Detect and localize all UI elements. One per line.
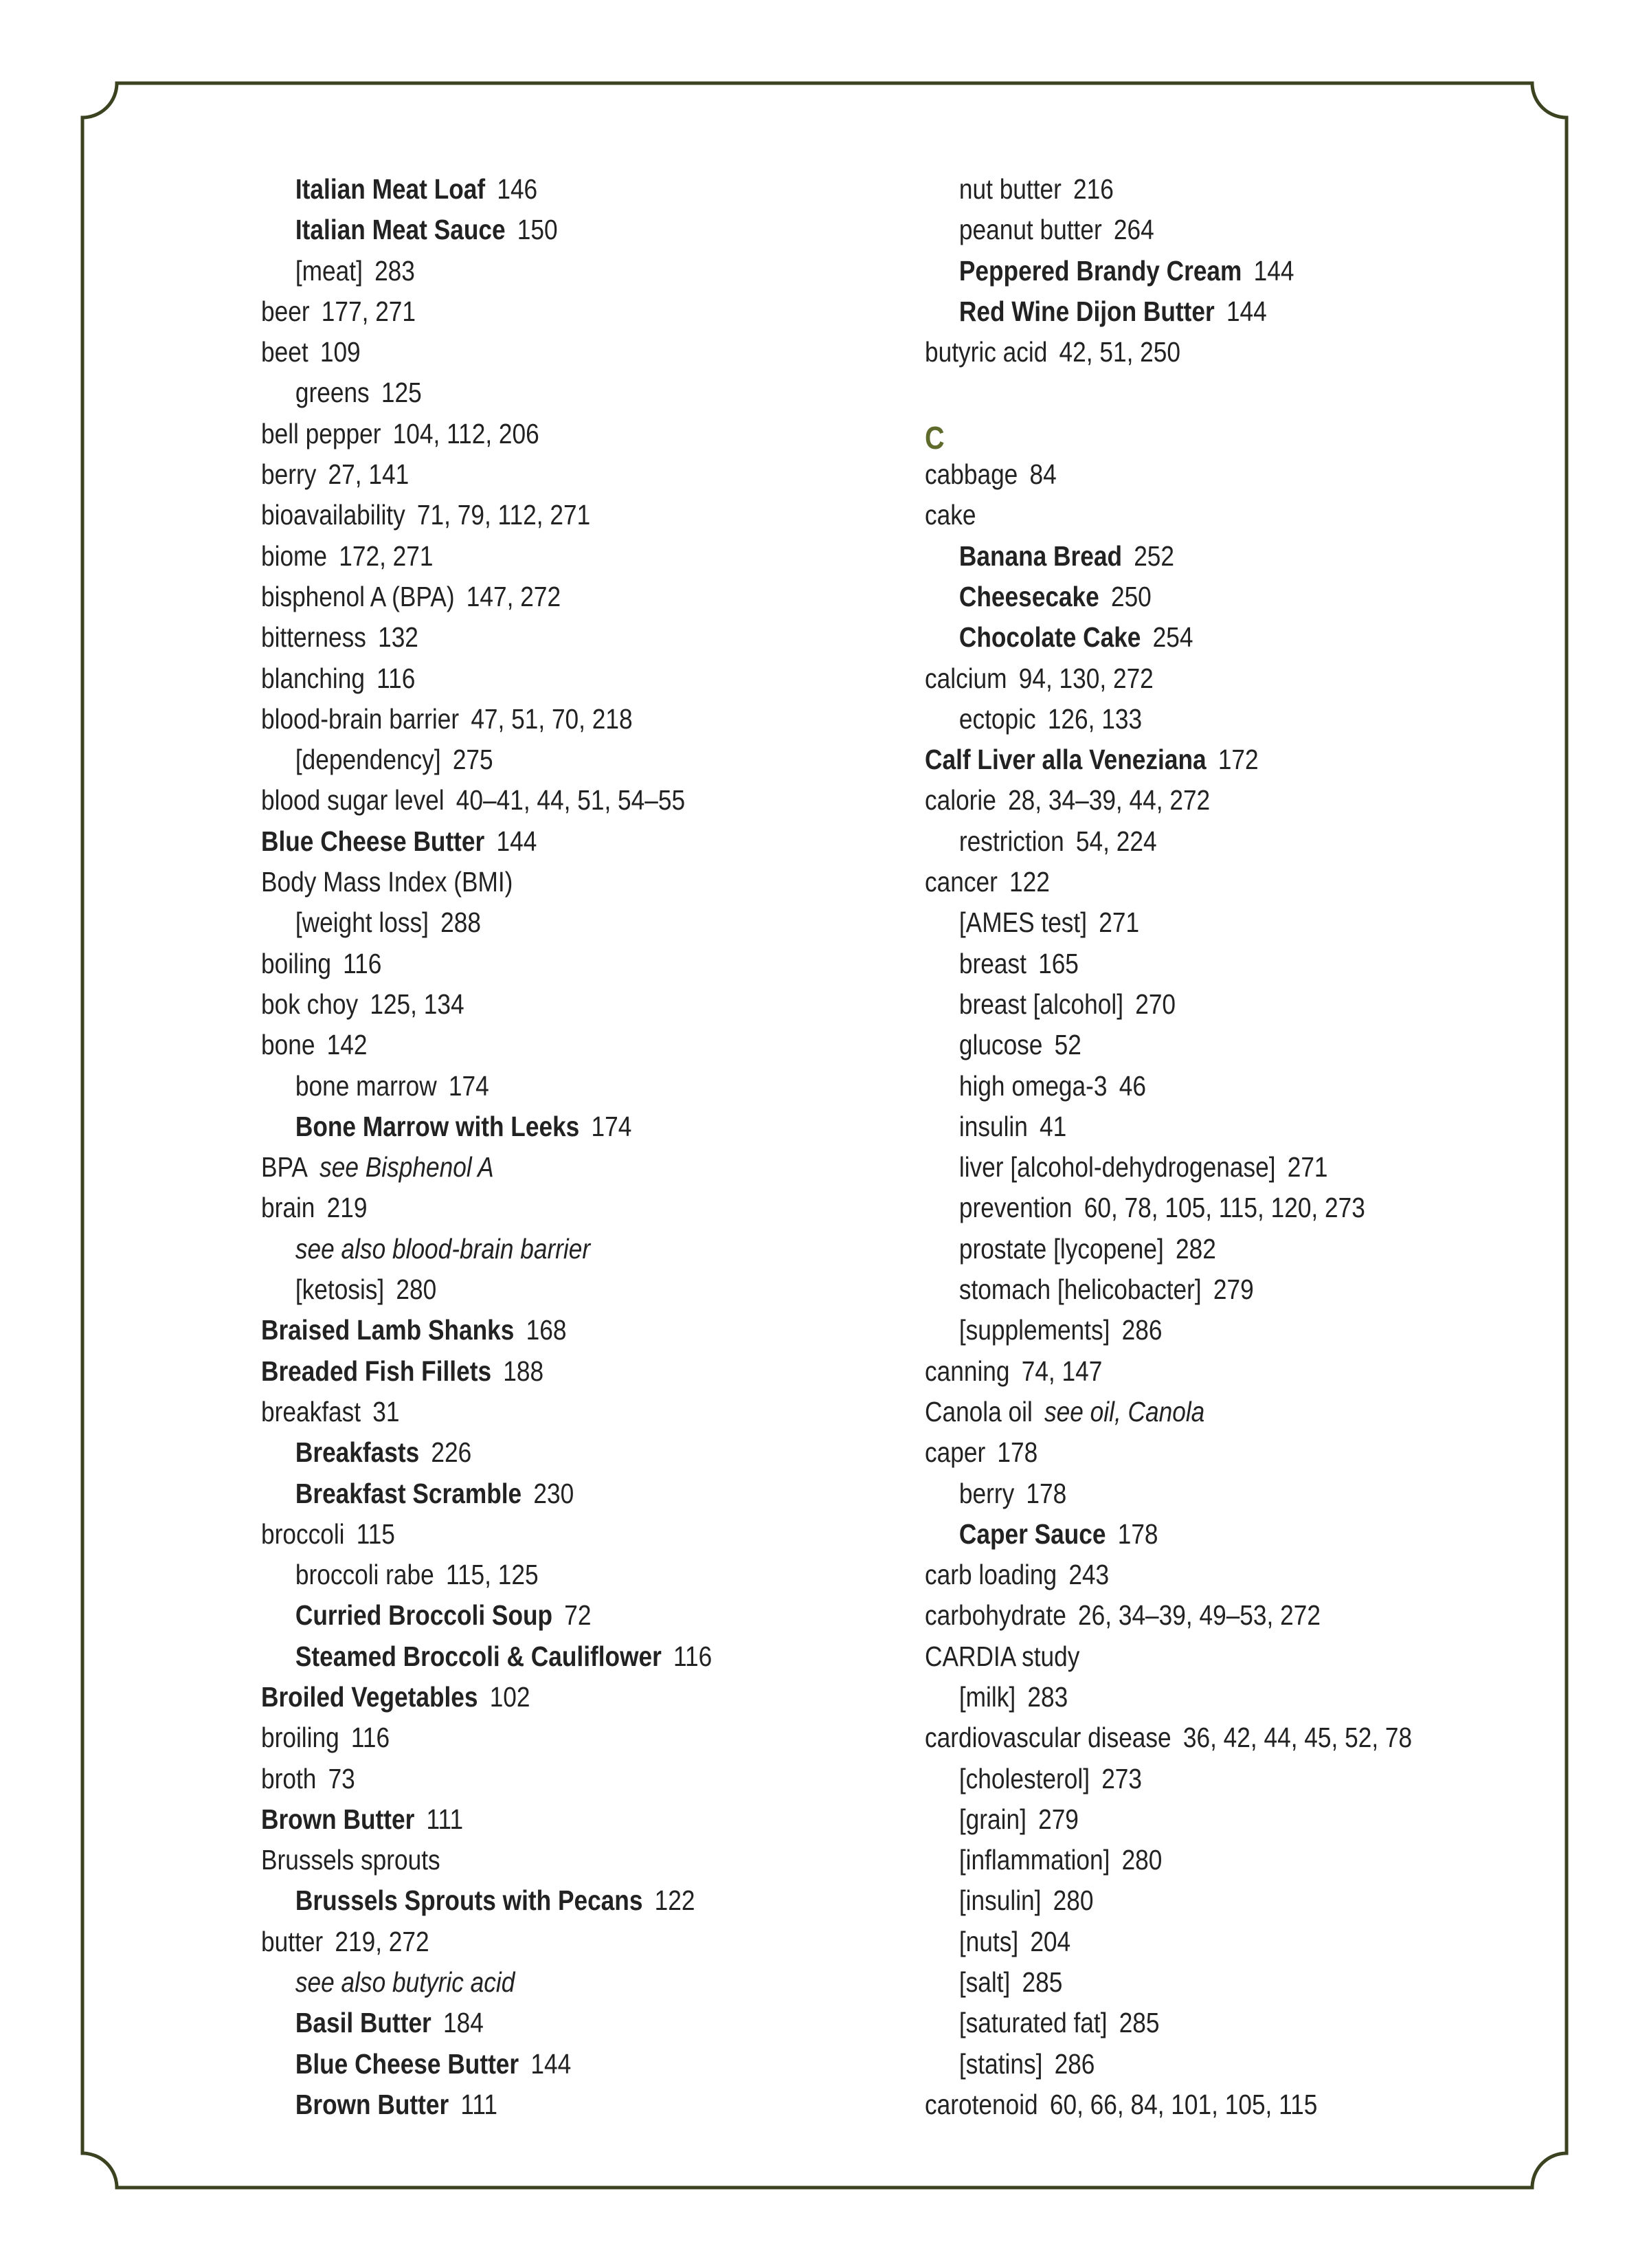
index-subentry (261, 2044, 793, 2084)
page-numbers: 174 (448, 1069, 489, 1102)
page-numbers: 147, 272 (466, 580, 561, 612)
index-subentry (925, 902, 1457, 943)
index-term: Red Wine Dijon Butter (958, 295, 1215, 327)
page-numbers: 184 (442, 2007, 484, 2039)
index-subentry (261, 1962, 793, 2003)
index-entry (261, 1799, 793, 1840)
index-subentry (261, 169, 793, 210)
page-numbers: 144 (496, 825, 537, 857)
section-gap (925, 373, 1457, 413)
index-term: bok choy (261, 988, 359, 1020)
page-numbers: 52 (1054, 1029, 1081, 1061)
page-numbers: 219, 272 (335, 1925, 429, 1957)
index-subentry (261, 210, 793, 250)
index-term: bone (261, 1029, 315, 1061)
page-numbers: 178 (1117, 1517, 1158, 1550)
page-numbers: 144 (1226, 295, 1267, 327)
page-numbers: 144 (1253, 254, 1294, 287)
page-numbers: 111 (460, 2088, 497, 2120)
index-term: boiling (261, 947, 331, 979)
page-numbers: 282 (1176, 1232, 1216, 1265)
index-entry (261, 1188, 793, 1228)
index-term: [ketosis] (295, 1274, 385, 1306)
section-letter-heading: C (925, 419, 945, 456)
index-term: carbohydrate (925, 1599, 1066, 1632)
index-term: caper (925, 1436, 986, 1469)
index-entry (925, 1717, 1457, 1758)
page-numbers: 178 (1026, 1477, 1067, 1509)
page-numbers: 60, 78, 105, 115, 120, 273 (1084, 1192, 1365, 1224)
page-numbers: 60, 66, 84, 101, 105, 115 (1049, 2088, 1318, 2120)
index-term: canning (925, 1355, 1010, 1387)
page-numbers: 271 (1287, 1151, 1328, 1183)
index-entry (925, 1351, 1457, 1392)
page-numbers: 288 (440, 907, 481, 939)
index-entry (925, 1636, 1457, 1677)
index-subentry (925, 1188, 1457, 1228)
index-term: carotenoid (925, 2088, 1038, 2120)
index-subentry (925, 1229, 1457, 1269)
index-subentry (925, 1962, 1457, 2003)
index-subentry (925, 1107, 1457, 1147)
page-numbers: 280 (1121, 1844, 1163, 1876)
page-numbers: 264 (1113, 214, 1154, 246)
index-subentry (261, 1636, 793, 1677)
page-numbers: 150 (517, 214, 558, 246)
index-entry (261, 1717, 793, 1758)
index-term: butyric acid (925, 336, 1048, 368)
page-numbers: 116 (343, 947, 382, 979)
page-numbers: 283 (374, 254, 415, 287)
index-term: nut butter (958, 173, 1062, 205)
page-numbers: 250 (1110, 580, 1152, 612)
index-term: Basil Butter (295, 2007, 431, 2039)
page-numbers: 285 (1119, 2007, 1160, 2039)
page-numbers: 115 (356, 1517, 395, 1550)
index-subentry (925, 169, 1457, 210)
index-entry (261, 454, 793, 495)
index-subentry (925, 2003, 1457, 2043)
page-numbers: 144 (530, 2047, 572, 2080)
index-entry (925, 740, 1457, 780)
index-subentry (261, 902, 793, 943)
page-numbers: 142 (326, 1029, 368, 1061)
index-subentry (925, 291, 1457, 332)
index-subentry (925, 1840, 1457, 1880)
page-numbers: 46 (1119, 1069, 1146, 1102)
index-term: [supplements] (958, 1314, 1110, 1346)
page-numbers: 71, 79, 112, 271 (416, 499, 591, 531)
page-numbers: 102 (489, 1680, 530, 1713)
index-entry (261, 944, 793, 984)
index-entry (261, 821, 793, 862)
index-subentry (925, 1922, 1457, 1962)
index-subentry (261, 740, 793, 780)
index-subentry (925, 536, 1457, 577)
index-subentry (925, 1025, 1457, 1065)
index-subentry (925, 1514, 1457, 1555)
index-entry (261, 577, 793, 617)
page-numbers: 168 (526, 1314, 567, 1346)
index-entry (925, 862, 1457, 902)
index-entry (261, 1351, 793, 1392)
index-term: [saturated fat] (958, 2007, 1108, 2039)
index-subentry (261, 1595, 793, 1636)
index-entry (925, 1555, 1457, 1595)
index-entry (261, 536, 793, 577)
index-term: prevention (958, 1192, 1073, 1224)
page-numbers: 74, 147 (1021, 1355, 1103, 1387)
index-term: carb loading (925, 1559, 1057, 1591)
index-entry (261, 780, 793, 821)
index-subentry (925, 210, 1457, 250)
index-subentry (925, 984, 1457, 1025)
index-entry (925, 2084, 1457, 2125)
page-numbers: 172, 271 (339, 540, 434, 572)
index-subentry (925, 1677, 1457, 1717)
index-entry (261, 617, 793, 658)
index-term: [insulin] (958, 1885, 1042, 1917)
index-entry (925, 1392, 1457, 1432)
page-numbers: 174 (591, 1110, 632, 1142)
index-term: Breakfasts (295, 1436, 420, 1469)
index-subentry (925, 1759, 1457, 1799)
page-numbers: 285 (1022, 1966, 1063, 1999)
index-term: beet (261, 336, 309, 368)
page-numbers: 47, 51, 70, 218 (471, 702, 633, 735)
page-numbers: 243 (1068, 1559, 1110, 1591)
page-numbers: 31 (372, 1395, 400, 1427)
page-numbers: 279 (1213, 1274, 1254, 1306)
page-numbers: 280 (396, 1274, 437, 1306)
index-entry (261, 1759, 793, 1799)
index-term: Italian Meat Loaf (295, 173, 486, 205)
index-term: brain (261, 1192, 315, 1224)
page-numbers: 283 (1027, 1680, 1068, 1713)
index-term: Breakfast Scramble (295, 1477, 522, 1509)
page-numbers: 219 (326, 1192, 368, 1224)
index-term: broccoli rabe (295, 1559, 434, 1591)
page-numbers: 146 (497, 173, 538, 205)
index-term: peanut butter (958, 214, 1102, 246)
index-entry (261, 1514, 793, 1555)
page-numbers: 270 (1135, 988, 1176, 1020)
index-term: see also blood-brain barrier (295, 1232, 591, 1265)
index-entry (261, 332, 793, 373)
index-subentry (261, 373, 793, 413)
index-subentry (925, 2044, 1457, 2084)
index-term: liver [alcohol-dehydrogenase] (958, 1151, 1276, 1183)
index-subentry (261, 251, 793, 291)
index-term: calorie (925, 784, 996, 816)
page-numbers: 177, 271 (321, 295, 416, 327)
page-numbers: 40–41, 44, 51, 54–55 (456, 784, 686, 816)
index-subentry (925, 251, 1457, 291)
page-numbers: 280 (1053, 1885, 1094, 1917)
index-subentry (261, 1555, 793, 1595)
page-numbers: 116 (673, 1640, 713, 1672)
page-numbers: 172 (1218, 744, 1259, 776)
page-numbers: 116 (350, 1722, 390, 1754)
index-subentry (925, 577, 1457, 617)
page-numbers: 226 (431, 1436, 472, 1469)
page-numbers: 275 (452, 744, 493, 776)
index-term: see also butyric acid (295, 1966, 515, 1999)
index-term: bone marrow (295, 1069, 437, 1102)
index-entry (261, 1025, 793, 1065)
index-term: butter (261, 1925, 324, 1957)
index-entry (261, 1392, 793, 1432)
index-subentry (925, 1310, 1457, 1350)
index-entry (925, 332, 1457, 373)
page-numbers: 109 (319, 336, 361, 368)
page-numbers: 54, 224 (1075, 825, 1157, 857)
index-entry (925, 780, 1457, 821)
page-numbers: 115, 125 (445, 1559, 539, 1591)
index-entry (925, 1595, 1457, 1636)
index-column-left (261, 169, 879, 2125)
index-term: breast [alcohol] (958, 988, 1124, 1020)
index-term: stomach [helicobacter] (958, 1274, 1202, 1306)
index-term: Chocolate Cake (958, 621, 1141, 654)
index-entry (261, 658, 793, 699)
index-term: insulin (958, 1110, 1028, 1142)
index-term: glucose (958, 1029, 1043, 1061)
index-subentry (261, 1880, 793, 1921)
index-subentry (925, 1269, 1457, 1310)
index-term: restriction (958, 825, 1064, 857)
index-term: breast (958, 947, 1027, 979)
index-term: Calf Liver alla Veneziana (925, 744, 1207, 776)
index-term: cancer (925, 866, 998, 898)
page-numbers: 254 (1152, 621, 1193, 654)
index-term: berry (958, 1477, 1015, 1509)
index-term: [inflammation] (958, 1844, 1110, 1876)
page-numbers: 104, 112, 206 (392, 417, 539, 449)
page-numbers: 126, 133 (1047, 702, 1143, 735)
cross-reference: see Bisphenol A (319, 1151, 494, 1183)
index-term: Banana Bread (958, 540, 1122, 572)
index-term: cake (925, 499, 976, 531)
index-term: Breaded Fish Fillets (261, 1355, 492, 1387)
page-numbers: 204 (1030, 1925, 1071, 1957)
page-numbers: 125, 134 (370, 988, 464, 1020)
index-term: [nuts] (958, 1925, 1019, 1957)
index-term: broth (261, 1762, 317, 1794)
index-term: breakfast (261, 1395, 361, 1427)
page-numbers: 178 (997, 1436, 1038, 1469)
page-numbers: 41 (1040, 1110, 1067, 1142)
page-numbers: 73 (328, 1762, 355, 1794)
page-numbers: 116 (377, 662, 416, 694)
index-term: Blue Cheese Butter (261, 825, 485, 857)
page-numbers: 286 (1054, 2047, 1095, 2080)
index-entry (925, 454, 1457, 495)
index-term: [cholesterol] (958, 1762, 1090, 1794)
page-numbers: 36, 42, 44, 45, 52, 78 (1182, 1722, 1413, 1754)
index-subentry (261, 2084, 793, 2125)
index-entry (261, 699, 793, 740)
page-numbers: 132 (378, 621, 418, 654)
index-entry (925, 658, 1457, 699)
index-term: Steamed Broccoli & Cauliflower (295, 1640, 662, 1672)
index-entry (925, 1432, 1457, 1473)
page-numbers: 230 (533, 1477, 574, 1509)
page-numbers: 125 (381, 377, 422, 409)
index-entry (261, 495, 793, 535)
index-subentry (261, 1107, 793, 1147)
page-numbers: 27, 141 (328, 458, 410, 491)
index-term: Body Mass Index (BMI) (261, 866, 513, 898)
index-subentry (925, 699, 1457, 740)
index-term: blood sugar level (261, 784, 445, 816)
index-term: Brussels sprouts (261, 1844, 440, 1876)
page-numbers: 42, 51, 250 (1059, 336, 1181, 368)
page-numbers: 279 (1038, 1803, 1079, 1835)
index-term: blood-brain barrier (261, 702, 460, 735)
index-subentry (925, 1799, 1457, 1840)
index-term: berry (261, 458, 317, 491)
index-entry (261, 1922, 793, 1962)
index-term: [weight loss] (295, 907, 429, 939)
index-entry (261, 414, 793, 454)
index-term: cardiovascular disease (925, 1722, 1171, 1754)
index-term: broccoli (261, 1517, 345, 1550)
index-term: bell pepper (261, 417, 381, 449)
page-numbers: 286 (1121, 1314, 1163, 1346)
index-term: greens (295, 377, 370, 409)
index-term: broiling (261, 1722, 339, 1754)
index-term: Curried Broccoli Soup (295, 1599, 553, 1632)
index-term: [AMES test] (958, 907, 1088, 939)
index-subentry (261, 2003, 793, 2043)
index-term: cabbage (925, 458, 1018, 491)
index-term: Canola oil (925, 1395, 1033, 1427)
page-numbers: 165 (1038, 947, 1079, 979)
index-term: Italian Meat Sauce (295, 214, 506, 246)
index-term: [dependency] (295, 744, 441, 776)
index-term: Peppered Brandy Cream (958, 254, 1242, 287)
index-subentry (261, 1432, 793, 1473)
index-term: Braised Lamb Shanks (261, 1314, 515, 1346)
index-entry (261, 1310, 793, 1350)
index-term: bisphenol A (BPA) (261, 580, 455, 612)
page-numbers: 84 (1029, 458, 1057, 491)
index-subentry (261, 1066, 793, 1107)
index-entry (261, 862, 793, 902)
page-numbers: 216 (1073, 173, 1114, 205)
index-term: beer (261, 295, 310, 327)
index-subentry (261, 1474, 793, 1514)
index-term: Brussels Sprouts with Pecans (295, 1885, 643, 1917)
page-numbers: 28, 34–39, 44, 272 (1008, 784, 1211, 816)
index-entry (925, 495, 1457, 535)
index-entry (261, 1147, 793, 1188)
index-term: [grain] (958, 1803, 1027, 1835)
index-subentry (261, 1269, 793, 1310)
page-numbers: 252 (1134, 540, 1175, 572)
index-term: bioavailability (261, 499, 405, 531)
index-term: ectopic (958, 702, 1036, 735)
index-term: Brown Butter (295, 2088, 449, 2120)
index-term: Broiled Vegetables (261, 1680, 478, 1713)
index-subentry (925, 821, 1457, 862)
page-numbers: 72 (564, 1599, 592, 1632)
index-term: high omega-3 (958, 1069, 1108, 1102)
index-term: Caper Sauce (958, 1517, 1106, 1550)
page-numbers: 271 (1099, 907, 1140, 939)
index-term: calcium (925, 662, 1007, 694)
index-subentry (925, 1474, 1457, 1514)
index-column-right (925, 169, 1543, 2125)
index-subentry (925, 617, 1457, 658)
index-term: Cheesecake (958, 580, 1099, 612)
index-entry (261, 1840, 793, 1880)
cross-reference: see oil, Canola (1044, 1395, 1205, 1427)
index-subentry (261, 1229, 793, 1269)
index-subentry (925, 944, 1457, 984)
index-term: [statins] (958, 2047, 1043, 2080)
page-numbers: 26, 34–39, 49–53, 272 (1078, 1599, 1321, 1632)
index-term: [salt] (958, 1966, 1011, 1999)
index-entry (261, 291, 793, 332)
index-term: Brown Butter (261, 1803, 415, 1835)
index-subentry (925, 1147, 1457, 1188)
index-term: blanching (261, 662, 365, 694)
page-numbers: 188 (503, 1355, 544, 1387)
index-subentry (925, 1880, 1457, 1921)
page-numbers: 122 (654, 1885, 695, 1917)
page-numbers: 94, 130, 272 (1018, 662, 1154, 694)
index-entry (261, 1677, 793, 1717)
index-term: [meat] (295, 254, 363, 287)
index-term: prostate [lycopene] (958, 1232, 1164, 1265)
page-numbers: 111 (426, 1803, 464, 1835)
index-term: BPA (261, 1151, 308, 1183)
index-entry (261, 984, 793, 1025)
index-term: biome (261, 540, 328, 572)
page-numbers: 122 (1009, 866, 1050, 898)
index-term: Blue Cheese Butter (295, 2047, 519, 2080)
index-term: [milk] (958, 1680, 1016, 1713)
index-subentry (925, 1066, 1457, 1107)
index-term: CARDIA study (925, 1640, 1080, 1672)
page-numbers: 273 (1101, 1762, 1143, 1794)
index-term: bitterness (261, 621, 366, 654)
index-term: Bone Marrow with Leeks (295, 1110, 580, 1142)
